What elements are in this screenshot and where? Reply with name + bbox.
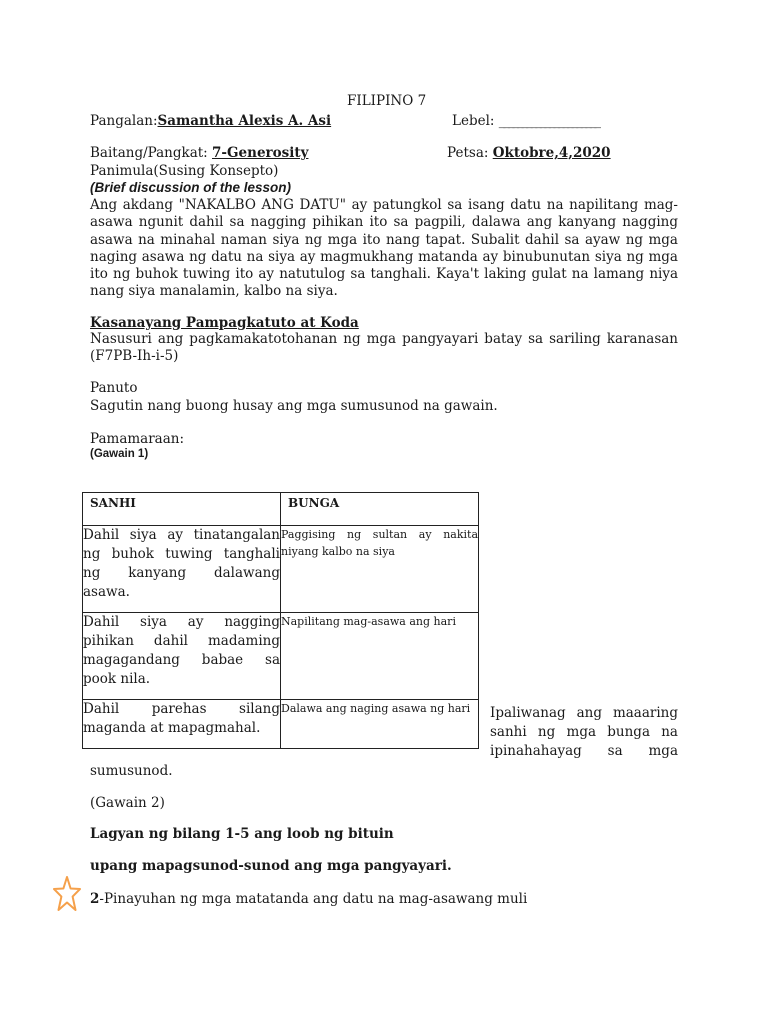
table-row bbox=[83, 613, 479, 700]
sanhi-cell: Dahil siya ay tinatangalan ng buhok tuwing tanghali ng kanyang dalawang asawa. bbox=[83, 526, 281, 613]
intro-body: Ang akdang "NAKALBO ANG DATU" ay patungkol sa isang datu na napilitang mag-asawa ngunit dahil sa nagging pihikan ito sa pagpili, dalawa ang kanyang nagging asawa na minahal naman siya ng mga ito nang tapat. Subalit dahil sa ayaw ng mga naging asawa ng datu na siya ay magmukhang matanda ay binubunutan siya ng mga ito ng buhok tuwing ito ay natutulog sa tanghali. Kaya't laking gulat na lamang niya nang siya manalamin, kalbo na siya. bbox=[90, 197, 678, 300]
bunga-cell: Paggising ng sultan ay nakita niyang kalbo na siya bbox=[281, 526, 479, 613]
level-label: Lebel: bbox=[452, 113, 495, 129]
item-text: -Pinayuhan ng mga matatanda ang datu na mag-asawang muli bbox=[99, 891, 528, 907]
competency-body: Nasusuri ang pagkamakatotohanan ng mga pangyayari batay sa sariling karanasan (F7PB-Ih-i-5) bbox=[90, 331, 678, 365]
competency-heading: Kasanayang Pampagkatuto at Koda bbox=[90, 315, 359, 331]
date-label: Petsa: bbox=[447, 145, 489, 161]
header-sanhi: SANHI bbox=[83, 493, 281, 526]
procedure-heading: Pamamaraan: bbox=[90, 431, 185, 447]
item-number: 2 bbox=[90, 891, 100, 907]
grade-value: 7-Generosity bbox=[212, 145, 309, 161]
table-header-row bbox=[83, 493, 479, 526]
directions-body: Sagutin nang buong husay ang mga sumusunod na gawain. bbox=[90, 398, 498, 414]
side-note: Ipaliwanag ang maaaring sanhi ng mga bunga na ipinahahayag sa mga bbox=[490, 705, 678, 759]
activity2-item bbox=[90, 891, 527, 907]
sanhi-cell: Dahil parehas silang maganda at mapagmahal. bbox=[83, 700, 281, 749]
star-icon[interactable] bbox=[53, 875, 81, 913]
intro-subheading: (Brief discussion of the lesson) bbox=[90, 180, 292, 195]
grade-row bbox=[90, 145, 318, 161]
date-value: Oktobre,4,2020 bbox=[492, 145, 611, 161]
activity1-label: (Gawain 1) bbox=[90, 448, 149, 460]
level-blank: ______________________ bbox=[498, 113, 599, 129]
table-row bbox=[83, 526, 479, 613]
sanhi-cell: Dahil siya ay nagging pihikan dahil madaming magagandang babae sa pook nila. bbox=[83, 613, 281, 700]
subject-title: FILIPINO 7 bbox=[347, 93, 427, 109]
bunga-cell: Napilitang mag-asawa ang hari bbox=[281, 613, 479, 700]
cause-effect-table bbox=[82, 492, 479, 749]
level-row bbox=[452, 113, 599, 129]
name-label: Pangalan: bbox=[90, 113, 158, 129]
header-bunga: BUNGA bbox=[281, 493, 479, 526]
activity2-instruction-2: upang mapagsunod-sunod ang mga pangyayari. bbox=[90, 858, 452, 874]
table-row bbox=[83, 700, 479, 749]
intro-heading: Panimula(Susing Konsepto) bbox=[90, 163, 279, 179]
bunga-cell: Dalawa ang naging asawa ng hari bbox=[281, 700, 479, 749]
directions-heading: Panuto bbox=[90, 380, 138, 396]
activity2-instruction-1: Lagyan ng bilang 1-5 ang loob ng bituin bbox=[90, 826, 394, 842]
date-row bbox=[447, 145, 611, 161]
activity2-label: (Gawain 2) bbox=[90, 795, 165, 811]
side-note-continuation: sumusunod. bbox=[90, 763, 173, 779]
name-value: Samantha Alexis A. Asi bbox=[157, 113, 332, 129]
name-row bbox=[90, 113, 331, 129]
grade-label: Baitang/Pangkat: bbox=[90, 145, 208, 161]
